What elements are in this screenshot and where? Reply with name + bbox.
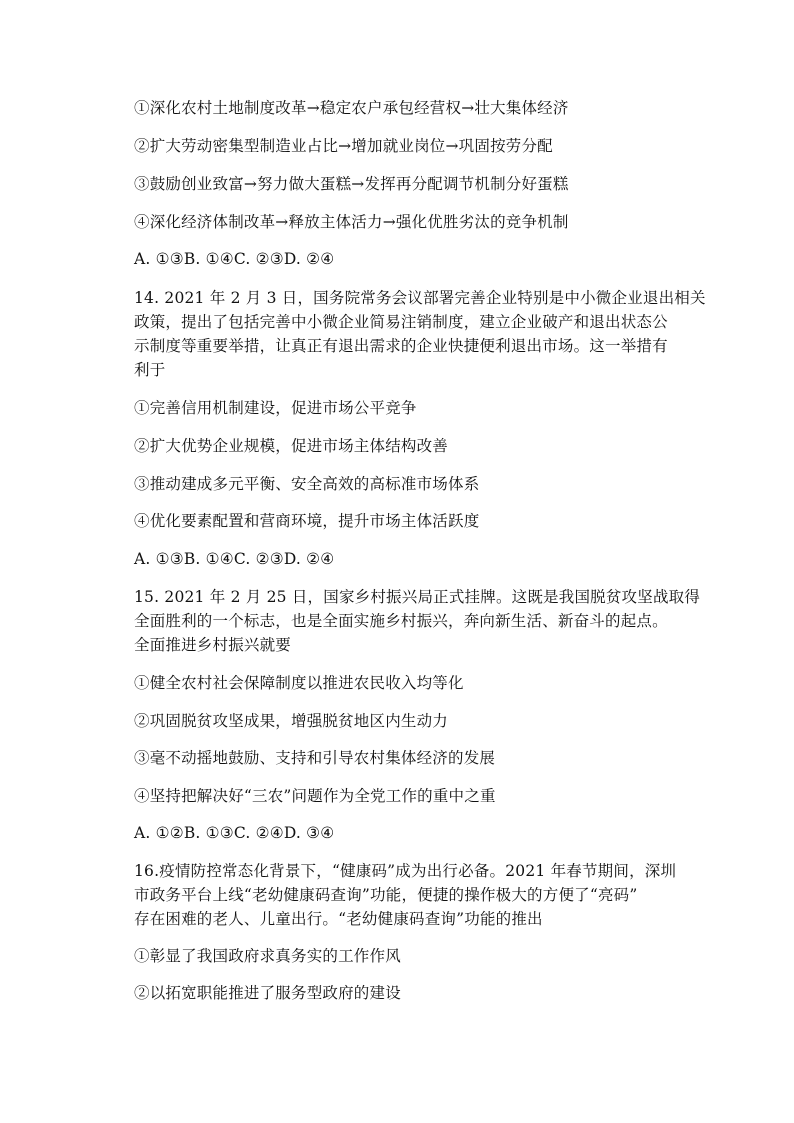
q13-option-1: ①深化农村土地制度改革→稳定农户承包经营权→壮大集体经济 [134, 99, 569, 117]
q13-option-2: ②扩大劳动密集型制造业占比→增加就业岗位→巩固按劳分配 [134, 137, 553, 155]
q14-answer-choices: A. ①③B. ①④C. ②③D. ②④ [134, 550, 335, 568]
q14-stem-line-3: 示制度等重要举措，让真正有退出需求的企业快捷便利退出市场。这一举措有 [134, 337, 668, 355]
q14-option-3: ③推动建成多元平衡、安全高效的高标准市场体系 [134, 475, 480, 493]
q15-option-1: ①健全农村社会保障制度以推进农民收入均等化 [134, 674, 464, 692]
q16-stem-line-2: 市政务平台上线“老幼健康码查询”功能，便捷的操作极大的方便了“亮码” [134, 886, 638, 904]
q13-option-4: ④深化经济体制改革→释放主体活力→强化优胜劣汰的竞争机制 [134, 213, 569, 231]
q14-option-2: ②扩大优势企业规模，促进市场主体结构改善 [134, 437, 449, 455]
q14-stem-line-1: 14. 2021 年 2 月 3 日，国务院常务会议部署完善企业特别是中小微企业退出相关 [134, 289, 706, 307]
q14-stem-line-2: 政策，提出了包括完善中小微企业简易注销制度，建立企业破产和退出状态公 [134, 313, 668, 331]
q14-option-1: ①完善信用机制建设，促进市场公平竞争 [134, 399, 417, 417]
q13-answer-choices: A. ①③B. ①④C. ②③D. ②④ [134, 250, 335, 268]
q16-stem-line-1: 16.疫情防控常态化背景下，“健康码”成为出行必备。2021 年春节期间，深圳 [134, 862, 677, 880]
q14-option-4: ④优化要素配置和营商环境，提升市场主体活跃度 [134, 512, 480, 530]
q16-stem-line-3: 存在困难的老人、儿童出行。“老幼健康码查询”功能的推出 [134, 910, 543, 928]
q13-option-3: ③鼓励创业致富→努力做大蛋糕→发挥再分配调节机制分好蛋糕 [134, 175, 569, 193]
q16-option-2: ②以拓宽职能推进了服务型政府的建设 [134, 984, 401, 1002]
q15-option-3: ③毫不动摇地鼓励、支持和引导农村集体经济的发展 [134, 749, 496, 767]
q15-answer-choices: A. ①②B. ①③C. ②④D. ③④ [134, 824, 335, 842]
q15-stem-line-2: 全面胜利的一个标志，也是全面实施乡村振兴，奔向新生活、新奋斗的起点。 [134, 612, 668, 630]
q15-stem-line-1: 15. 2021 年 2 月 25 日，国家乡村振兴局正式挂牌。这既是我国脱贫攻坚战取得 [134, 588, 701, 606]
q15-option-2: ②巩固脱贫攻坚成果，增强脱贫地区内生动力 [134, 712, 449, 730]
q15-option-4: ④坚持把解决好“三农”问题作为全党工作的重中之重 [134, 787, 496, 805]
q16-option-1: ①彰显了我国政府求真务实的工作作风 [134, 947, 401, 965]
q15-stem-line-3: 全面推进乡村振兴就要 [134, 636, 292, 654]
q14-stem-line-4: 利于 [134, 361, 166, 379]
